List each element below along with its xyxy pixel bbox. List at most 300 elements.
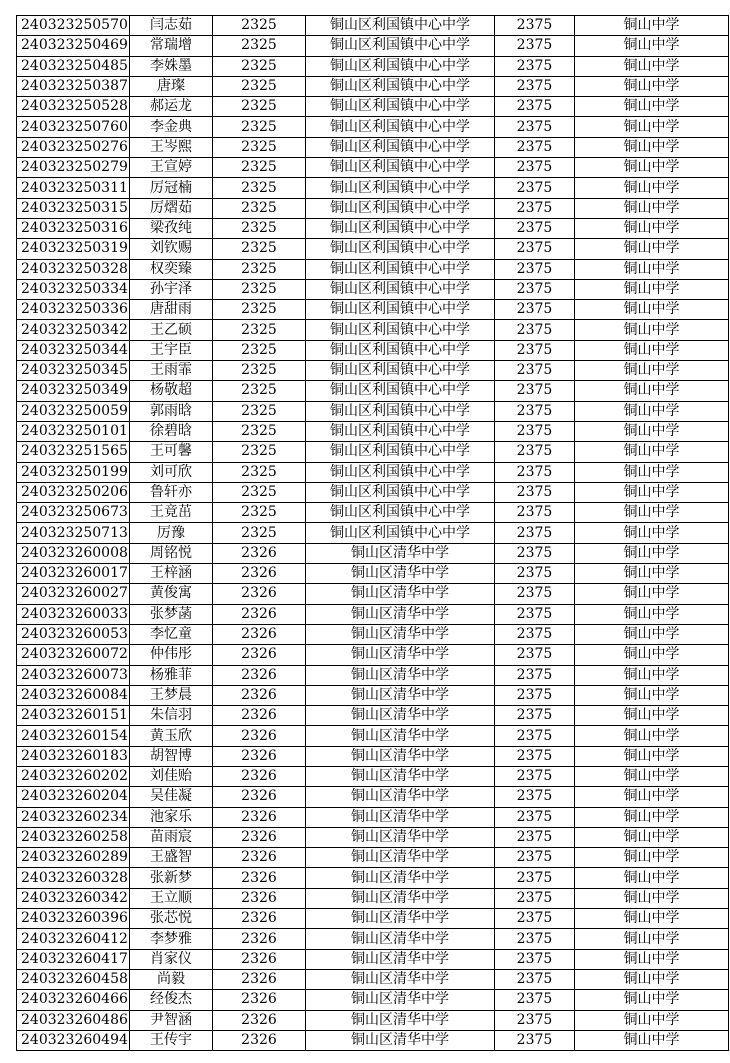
school-name-cell: 铜山区清华中学	[306, 766, 495, 786]
table-row	[17, 888, 729, 908]
student-name-cell: 李姝墨	[130, 56, 213, 76]
school-name-cell: 铜山区利国镇中心中学	[306, 320, 495, 340]
student-name-cell: 郭雨晗	[130, 401, 213, 421]
school-code-cell: 2325	[213, 361, 306, 381]
target-school-cell: 铜山中学	[575, 685, 729, 705]
target-code-cell: 2375	[495, 726, 575, 746]
student-id-cell: 240323260053	[17, 624, 130, 644]
target-code-cell: 2375	[495, 624, 575, 644]
student-name-cell: 朱信羽	[130, 706, 213, 726]
target-school-cell: 铜山中学	[575, 746, 729, 766]
student-id-cell: 240323250315	[17, 198, 130, 218]
table-row	[17, 848, 729, 868]
student-name-cell: 王宇臣	[130, 340, 213, 360]
school-name-cell: 铜山区清华中学	[306, 929, 495, 949]
student-name-cell: 梁孜纯	[130, 218, 213, 238]
school-code-cell: 2326	[213, 685, 306, 705]
target-school-cell: 铜山中学	[575, 787, 729, 807]
student-name-cell: 黄玉欣	[130, 726, 213, 746]
target-code-cell: 2375	[495, 178, 575, 198]
target-code-cell: 2375	[495, 665, 575, 685]
school-code-cell: 2326	[213, 888, 306, 908]
table-row	[17, 482, 729, 502]
student-id-cell: 240323250279	[17, 158, 130, 178]
student-name-cell: 王传宇	[130, 1030, 213, 1050]
target-school-cell: 铜山中学	[575, 421, 729, 441]
target-school-cell: 铜山中学	[575, 137, 729, 157]
target-code-cell: 2375	[495, 1010, 575, 1030]
table-row	[17, 259, 729, 279]
student-name-cell: 刘可欣	[130, 462, 213, 482]
school-code-cell: 2325	[213, 178, 306, 198]
school-code-cell: 2325	[213, 56, 306, 76]
student-name-cell: 唐甜雨	[130, 300, 213, 320]
student-name-cell: 郝运龙	[130, 97, 213, 117]
target-school-cell: 铜山中学	[575, 1030, 729, 1050]
school-name-cell: 铜山区利国镇中心中学	[306, 361, 495, 381]
student-name-cell: 王梓涵	[130, 564, 213, 584]
table-row	[17, 117, 729, 137]
target-school-cell: 铜山中学	[575, 158, 729, 178]
target-code-cell: 2375	[495, 868, 575, 888]
student-id-cell: 240323260183	[17, 746, 130, 766]
school-code-cell: 2326	[213, 645, 306, 665]
student-name-cell: 胡智博	[130, 746, 213, 766]
table-row	[17, 340, 729, 360]
school-name-cell: 铜山区清华中学	[306, 909, 495, 929]
table-row	[17, 442, 729, 462]
school-code-cell: 2326	[213, 604, 306, 624]
school-code-cell: 2326	[213, 584, 306, 604]
student-name-cell: 杨敬超	[130, 381, 213, 401]
target-school-cell: 铜山中学	[575, 482, 729, 502]
school-name-cell: 铜山区利国镇中心中学	[306, 16, 495, 36]
school-code-cell: 2325	[213, 442, 306, 462]
student-id-cell: 240323260396	[17, 909, 130, 929]
school-code-cell: 2326	[213, 949, 306, 969]
target-school-cell: 铜山中学	[575, 340, 729, 360]
target-code-cell: 2375	[495, 685, 575, 705]
target-school-cell: 铜山中学	[575, 827, 729, 847]
target-school-cell: 铜山中学	[575, 1010, 729, 1030]
school-name-cell: 铜山区利国镇中心中学	[306, 178, 495, 198]
school-code-cell: 2325	[213, 218, 306, 238]
school-name-cell: 铜山区清华中学	[306, 706, 495, 726]
student-id-cell: 240323250276	[17, 137, 130, 157]
table-row	[17, 949, 729, 969]
school-name-cell: 铜山区利国镇中心中学	[306, 76, 495, 96]
student-name-cell: 张芯悦	[130, 909, 213, 929]
school-name-cell: 铜山区利国镇中心中学	[306, 239, 495, 259]
table-row	[17, 807, 729, 827]
school-code-cell: 2326	[213, 665, 306, 685]
target-code-cell: 2375	[495, 198, 575, 218]
target-code-cell: 2375	[495, 909, 575, 929]
school-name-cell: 铜山区利国镇中心中学	[306, 158, 495, 178]
student-id-cell: 240323250199	[17, 462, 130, 482]
school-name-cell: 铜山区清华中学	[306, 665, 495, 685]
student-id-cell: 240323260458	[17, 969, 130, 989]
table-row	[17, 564, 729, 584]
student-name-cell: 尚毅	[130, 969, 213, 989]
student-id-cell: 240323260202	[17, 766, 130, 786]
student-name-cell: 唐璨	[130, 76, 213, 96]
school-code-cell: 2325	[213, 97, 306, 117]
table-row	[17, 929, 729, 949]
student-id-cell: 240323260033	[17, 604, 130, 624]
school-name-cell: 铜山区清华中学	[306, 990, 495, 1010]
table-row	[17, 685, 729, 705]
table-row	[17, 543, 729, 563]
school-name-cell: 铜山区利国镇中心中学	[306, 137, 495, 157]
student-name-cell: 厉豫	[130, 523, 213, 543]
target-school-cell: 铜山中学	[575, 624, 729, 644]
table-row	[17, 645, 729, 665]
target-code-cell: 2375	[495, 300, 575, 320]
target-code-cell: 2375	[495, 949, 575, 969]
target-code-cell: 2375	[495, 76, 575, 96]
target-school-cell: 铜山中学	[575, 543, 729, 563]
school-name-cell: 铜山区利国镇中心中学	[306, 462, 495, 482]
target-code-cell: 2375	[495, 888, 575, 908]
student-id-cell: 240323260486	[17, 1010, 130, 1030]
school-name-cell: 铜山区清华中学	[306, 868, 495, 888]
target-school-cell: 铜山中学	[575, 442, 729, 462]
target-school-cell: 铜山中学	[575, 117, 729, 137]
table-row	[17, 178, 729, 198]
school-name-cell: 铜山区清华中学	[306, 888, 495, 908]
target-code-cell: 2375	[495, 1030, 575, 1050]
target-school-cell: 铜山中学	[575, 868, 729, 888]
student-name-cell: 孙宇泽	[130, 279, 213, 299]
target-school-cell: 铜山中学	[575, 990, 729, 1010]
target-code-cell: 2375	[495, 929, 575, 949]
school-name-cell: 铜山区利国镇中心中学	[306, 442, 495, 462]
student-id-cell: 240323250342	[17, 320, 130, 340]
school-name-cell: 铜山区利国镇中心中学	[306, 97, 495, 117]
student-id-cell: 240323260328	[17, 868, 130, 888]
table-row	[17, 1010, 729, 1030]
school-name-cell: 铜山区清华中学	[306, 604, 495, 624]
student-id-cell: 240323260084	[17, 685, 130, 705]
target-school-cell: 铜山中学	[575, 76, 729, 96]
target-code-cell: 2375	[495, 827, 575, 847]
school-name-cell: 铜山区清华中学	[306, 746, 495, 766]
target-code-cell: 2375	[495, 158, 575, 178]
student-name-cell: 李忆童	[130, 624, 213, 644]
table-row	[17, 381, 729, 401]
target-school-cell: 铜山中学	[575, 198, 729, 218]
school-name-cell: 铜山区利国镇中心中学	[306, 401, 495, 421]
target-school-cell: 铜山中学	[575, 604, 729, 624]
school-code-cell: 2326	[213, 827, 306, 847]
school-code-cell: 2325	[213, 300, 306, 320]
student-id-cell: 240323260342	[17, 888, 130, 908]
student-id-cell: 240323260466	[17, 990, 130, 1010]
school-code-cell: 2326	[213, 868, 306, 888]
school-name-cell: 铜山区清华中学	[306, 584, 495, 604]
target-school-cell: 铜山中学	[575, 523, 729, 543]
target-code-cell: 2375	[495, 401, 575, 421]
school-code-cell: 2325	[213, 482, 306, 502]
target-school-cell: 铜山中学	[575, 766, 729, 786]
target-code-cell: 2375	[495, 259, 575, 279]
student-id-cell: 240323250713	[17, 523, 130, 543]
school-name-cell: 铜山区利国镇中心中学	[306, 36, 495, 56]
school-code-cell: 2325	[213, 239, 306, 259]
school-name-cell: 铜山区利国镇中心中学	[306, 300, 495, 320]
school-name-cell: 铜山区清华中学	[306, 787, 495, 807]
target-school-cell: 铜山中学	[575, 929, 729, 949]
target-code-cell: 2375	[495, 787, 575, 807]
student-id-cell: 240323250311	[17, 178, 130, 198]
target-code-cell: 2375	[495, 564, 575, 584]
student-id-cell: 240323260412	[17, 929, 130, 949]
school-code-cell: 2326	[213, 766, 306, 786]
target-code-cell: 2375	[495, 16, 575, 36]
student-name-cell: 王乙硕	[130, 320, 213, 340]
table-row	[17, 158, 729, 178]
target-code-cell: 2375	[495, 117, 575, 137]
school-code-cell: 2325	[213, 137, 306, 157]
school-name-cell: 铜山区利国镇中心中学	[306, 218, 495, 238]
school-name-cell: 铜山区利国镇中心中学	[306, 381, 495, 401]
target-school-cell: 铜山中学	[575, 726, 729, 746]
student-name-cell: 仲伟彤	[130, 645, 213, 665]
student-name-cell: 常瑞增	[130, 36, 213, 56]
school-name-cell: 铜山区利国镇中心中学	[306, 523, 495, 543]
target-code-cell: 2375	[495, 218, 575, 238]
school-name-cell: 铜山区清华中学	[306, 1010, 495, 1030]
student-id-cell: 240323260072	[17, 645, 130, 665]
table-row	[17, 665, 729, 685]
student-name-cell: 王盛智	[130, 848, 213, 868]
student-name-cell: 王竟茁	[130, 503, 213, 523]
student-id-cell: 240323250059	[17, 401, 130, 421]
student-id-cell: 240323250673	[17, 503, 130, 523]
student-id-cell: 240323260008	[17, 543, 130, 563]
table-row	[17, 706, 729, 726]
school-name-cell: 铜山区利国镇中心中学	[306, 503, 495, 523]
table-row	[17, 868, 729, 888]
table-row	[17, 320, 729, 340]
school-code-cell: 2325	[213, 36, 306, 56]
student-id-cell: 240323250336	[17, 300, 130, 320]
table-row	[17, 624, 729, 644]
student-id-cell: 240323250349	[17, 381, 130, 401]
target-code-cell: 2375	[495, 990, 575, 1010]
school-name-cell: 铜山区清华中学	[306, 969, 495, 989]
target-school-cell: 铜山中学	[575, 239, 729, 259]
student-id-cell: 240323250469	[17, 36, 130, 56]
target-school-cell: 铜山中学	[575, 462, 729, 482]
student-id-cell: 240323260027	[17, 584, 130, 604]
student-id-cell: 240323260154	[17, 726, 130, 746]
target-school-cell: 铜山中学	[575, 279, 729, 299]
school-code-cell: 2326	[213, 807, 306, 827]
student-id-cell: 240323250387	[17, 76, 130, 96]
student-name-cell: 肖家仪	[130, 949, 213, 969]
target-school-cell: 铜山中学	[575, 401, 729, 421]
target-school-cell: 铜山中学	[575, 503, 729, 523]
school-code-cell: 2325	[213, 503, 306, 523]
student-id-cell: 240323251565	[17, 442, 130, 462]
student-name-cell: 刘佳贻	[130, 766, 213, 786]
table-row	[17, 1030, 729, 1050]
admission-list-table	[16, 15, 729, 1051]
school-name-cell: 铜山区清华中学	[306, 848, 495, 868]
target-school-cell: 铜山中学	[575, 56, 729, 76]
student-name-cell: 吴佳凝	[130, 787, 213, 807]
student-name-cell: 王岑熙	[130, 137, 213, 157]
student-name-cell: 闫志茹	[130, 16, 213, 36]
table-row	[17, 523, 729, 543]
table-row	[17, 137, 729, 157]
target-school-cell: 铜山中学	[575, 259, 729, 279]
target-code-cell: 2375	[495, 543, 575, 563]
student-name-cell: 权奕臻	[130, 259, 213, 279]
target-school-cell: 铜山中学	[575, 949, 729, 969]
target-code-cell: 2375	[495, 584, 575, 604]
table-row	[17, 36, 729, 56]
school-code-cell: 2325	[213, 198, 306, 218]
school-code-cell: 2325	[213, 421, 306, 441]
school-name-cell: 铜山区利国镇中心中学	[306, 421, 495, 441]
school-code-cell: 2326	[213, 706, 306, 726]
student-id-cell: 240323250528	[17, 97, 130, 117]
school-name-cell: 铜山区清华中学	[306, 685, 495, 705]
target-school-cell: 铜山中学	[575, 888, 729, 908]
student-name-cell: 王梦晨	[130, 685, 213, 705]
school-name-cell: 铜山区利国镇中心中学	[306, 340, 495, 360]
target-code-cell: 2375	[495, 340, 575, 360]
table-row	[17, 969, 729, 989]
school-name-cell: 铜山区利国镇中心中学	[306, 482, 495, 502]
table-row	[17, 421, 729, 441]
school-name-cell: 铜山区清华中学	[306, 827, 495, 847]
school-code-cell: 2326	[213, 1010, 306, 1030]
student-id-cell: 240323250344	[17, 340, 130, 360]
student-name-cell: 王雨霏	[130, 361, 213, 381]
target-code-cell: 2375	[495, 239, 575, 259]
target-school-cell: 铜山中学	[575, 320, 729, 340]
target-school-cell: 铜山中学	[575, 178, 729, 198]
table-row	[17, 300, 729, 320]
school-code-cell: 2326	[213, 543, 306, 563]
table-row	[17, 401, 729, 421]
target-school-cell: 铜山中学	[575, 218, 729, 238]
table-row	[17, 198, 729, 218]
target-code-cell: 2375	[495, 97, 575, 117]
student-id-cell: 240323250206	[17, 482, 130, 502]
table-row	[17, 787, 729, 807]
target-school-cell: 铜山中学	[575, 848, 729, 868]
student-name-cell: 尹智涵	[130, 1010, 213, 1030]
target-school-cell: 铜山中学	[575, 381, 729, 401]
student-name-cell: 王可馨	[130, 442, 213, 462]
school-code-cell: 2325	[213, 320, 306, 340]
target-school-cell: 铜山中学	[575, 665, 729, 685]
school-code-cell: 2326	[213, 726, 306, 746]
target-school-cell: 铜山中学	[575, 36, 729, 56]
target-code-cell: 2375	[495, 56, 575, 76]
table-row	[17, 76, 729, 96]
school-code-cell: 2325	[213, 340, 306, 360]
target-school-cell: 铜山中学	[575, 909, 729, 929]
student-id-cell: 240323260258	[17, 827, 130, 847]
school-name-cell: 铜山区清华中学	[306, 726, 495, 746]
student-name-cell: 黄俊寓	[130, 584, 213, 604]
student-name-cell: 经俊杰	[130, 990, 213, 1010]
school-name-cell: 铜山区利国镇中心中学	[306, 198, 495, 218]
student-name-cell: 王立顺	[130, 888, 213, 908]
table-row	[17, 239, 729, 259]
student-id-cell: 240323260151	[17, 706, 130, 726]
school-code-cell: 2326	[213, 929, 306, 949]
school-code-cell: 2326	[213, 787, 306, 807]
table-row	[17, 361, 729, 381]
target-code-cell: 2375	[495, 523, 575, 543]
student-name-cell: 张梦菡	[130, 604, 213, 624]
school-code-cell: 2326	[213, 990, 306, 1010]
table-row	[17, 990, 729, 1010]
school-code-cell: 2326	[213, 624, 306, 644]
table-row	[17, 584, 729, 604]
target-school-cell: 铜山中学	[575, 645, 729, 665]
student-name-cell: 李梦雅	[130, 929, 213, 949]
table-row	[17, 56, 729, 76]
table-row	[17, 746, 729, 766]
school-code-cell: 2325	[213, 16, 306, 36]
target-code-cell: 2375	[495, 503, 575, 523]
target-code-cell: 2375	[495, 36, 575, 56]
school-code-cell: 2325	[213, 523, 306, 543]
student-id-cell: 240323260289	[17, 848, 130, 868]
target-school-cell: 铜山中学	[575, 97, 729, 117]
student-id-cell: 240323260017	[17, 564, 130, 584]
student-id-cell: 240323250101	[17, 421, 130, 441]
student-name-cell: 杨雅菲	[130, 665, 213, 685]
student-id-cell: 240323250328	[17, 259, 130, 279]
table-row	[17, 462, 729, 482]
student-name-cell: 张新梦	[130, 868, 213, 888]
school-code-cell: 2325	[213, 381, 306, 401]
target-code-cell: 2375	[495, 766, 575, 786]
student-name-cell: 周铭悦	[130, 543, 213, 563]
school-code-cell: 2326	[213, 909, 306, 929]
school-name-cell: 铜山区清华中学	[306, 949, 495, 969]
school-name-cell: 铜山区清华中学	[306, 1030, 495, 1050]
student-id-cell: 240323250316	[17, 218, 130, 238]
school-code-cell: 2326	[213, 564, 306, 584]
table-row	[17, 827, 729, 847]
target-code-cell: 2375	[495, 807, 575, 827]
target-code-cell: 2375	[495, 462, 575, 482]
table-row	[17, 97, 729, 117]
school-code-cell: 2326	[213, 969, 306, 989]
target-code-cell: 2375	[495, 604, 575, 624]
target-school-cell: 铜山中学	[575, 807, 729, 827]
table-row	[17, 766, 729, 786]
school-name-cell: 铜山区清华中学	[306, 624, 495, 644]
school-code-cell: 2325	[213, 158, 306, 178]
school-code-cell: 2325	[213, 279, 306, 299]
student-name-cell: 厉冠楠	[130, 178, 213, 198]
school-name-cell: 铜山区清华中学	[306, 543, 495, 563]
table-row	[17, 16, 729, 36]
school-name-cell: 铜山区清华中学	[306, 807, 495, 827]
table-row	[17, 909, 729, 929]
